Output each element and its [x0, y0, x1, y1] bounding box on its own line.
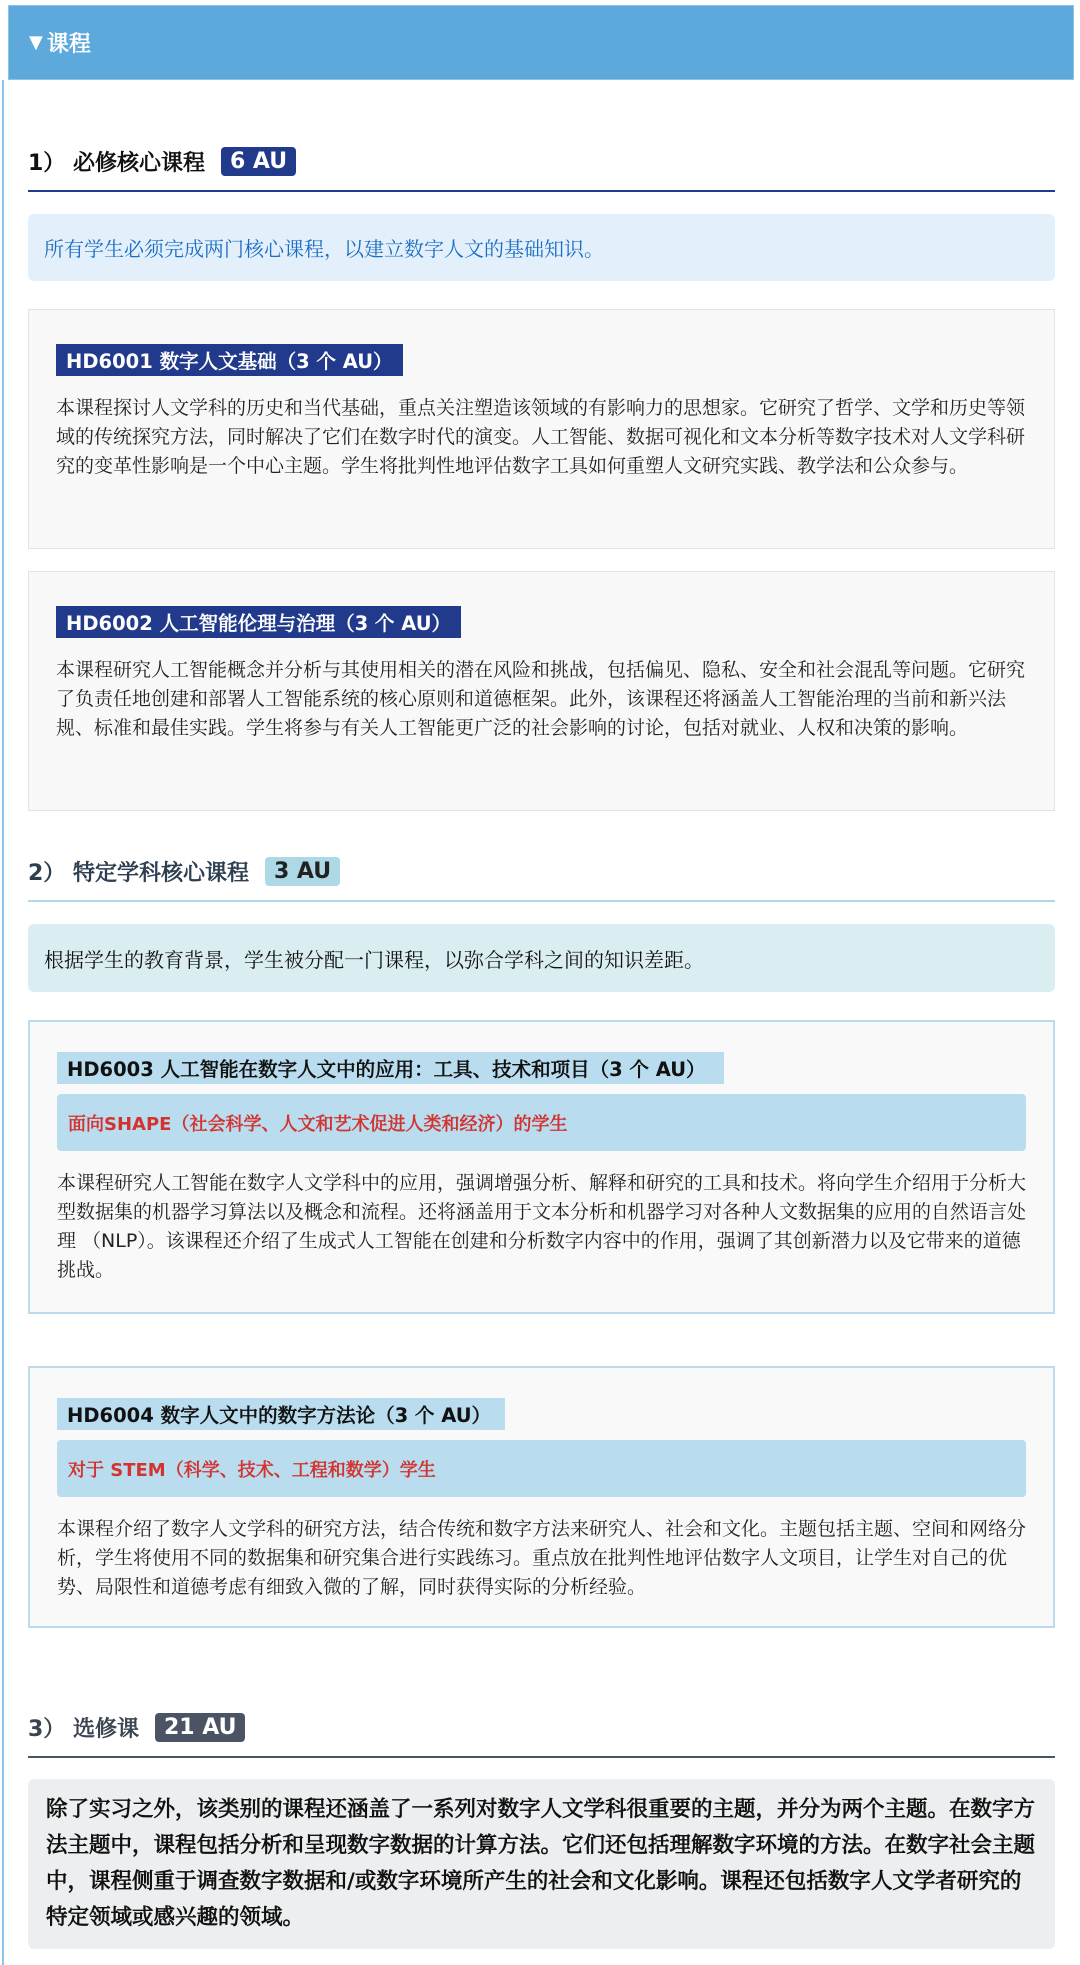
section-info: 除了实习之外，该类别的课程还涵盖了一系列对数字人文学科很重要的主题，并分为两个主题。在数字方法主题中，课程包括分析和呈现数字数据的计算方法。它们还包括理解数字环境的方法。在数字社会主题中，课程侧重于调查数字数据和/或数字环境所产生的社会和文化影响。课程还包括数字人文学者研究的特定领域或感兴趣的领域。: [28, 1779, 1055, 1949]
course-card: [28, 571, 1055, 811]
triangle-down-icon: ▼: [29, 32, 43, 53]
course-audience: 面向SHAPE（社会科学、人文和艺术促进人类和经济）的学生: [57, 1094, 1026, 1151]
course-title: HD6002 人工智能伦理与治理（3 个 AU）: [56, 606, 461, 638]
au-badge: 6 AU: [221, 147, 296, 176]
course-card: [28, 1020, 1055, 1314]
course-title: HD6003 人工智能在数字人文中的应用：工具、技术和项目（3 个 AU）: [57, 1052, 724, 1084]
section-heading-discipline: [28, 856, 1055, 887]
course-description: 本课程研究人工智能概念并分析与其使用相关的潜在风险和挑战，包括偏见、隐私、安全和社会混乱等问题。它研究了负责任地创建和部署人工智能系统的核心原则和道德框架。此外，该课程还将涵盖人工智能治理的当前和新兴法规、标准和最佳实践。学生将参与有关人工智能更广泛的社会影响的讨论，包括对就业、人权和决策的影响。: [56, 659, 1026, 739]
left-border: [2, 80, 4, 1965]
section-info: 所有学生必须完成两门核心课程，以建立数字人文的基础知识。: [28, 214, 1055, 281]
section-divider: [28, 900, 1055, 902]
course-description: 本课程探讨人文学科的历史和当代基础，重点关注塑造该领域的有影响力的思想家。它研究了哲学、文学和历史等领域的传统探究方法，同时解决了它们在数字时代的演变。人工智能、数据可视化和文本分析等数字技术对人文学科研究的变革性影响是一个中心主题。学生将批判性地评估数字工具如何重塑人文研究实践、教学法和公众参与。: [56, 397, 1026, 477]
au-badge: 21 AU: [155, 1713, 246, 1742]
section-title: 3） 选修课: [28, 1717, 139, 1742]
section-divider: [28, 1756, 1055, 1758]
au-badge: 3 AU: [265, 857, 340, 886]
section-heading-electives: [28, 1712, 1055, 1743]
header-title: 课程: [46, 32, 91, 57]
course-title: HD6001 数字人文基础（3 个 AU）: [56, 344, 403, 376]
course-card: [28, 309, 1055, 549]
courses-collapsible-header[interactable]: [8, 5, 1074, 80]
course-audience: 对于 STEM（科学、技术、工程和数学）学生: [57, 1440, 1026, 1497]
course-description: 本课程介绍了数字人文学科的研究方法，结合传统和数字方法来研究人、社会和文化。主题包括主题、空间和网络分析，学生将使用不同的数据集和研究集合进行实践练习。重点放在批判性地评估数字人文项目，让学生对自己的优势、局限性和道德考虑有细致入微的了解，同时获得实际的分析经验。: [57, 1518, 1027, 1598]
section-title: 1） 必修核心课程: [28, 151, 205, 176]
course-card: [28, 1366, 1055, 1628]
course-title: HD6004 数字人文中的数字方法论（3 个 AU）: [57, 1398, 505, 1430]
section-title: 2） 特定学科核心课程: [28, 861, 249, 886]
section-divider: [28, 190, 1055, 192]
course-description: 本课程研究人工智能在数字人文学科中的应用，强调增强分析、解释和研究的工具和技术。将向学生介绍用于分析大型数据集的机器学习算法以及概念和流程。还将涵盖用于文本分析和机器学习对各种人文数据集的应用的自然语言处理 （NLP）。该课程还介绍了生成式人工智能在创建和分析数字内容中的作用，强调了其创新潜力以及它带来的道德挑战。: [57, 1172, 1027, 1281]
section-heading-core: [28, 146, 1055, 177]
section-info: 根据学生的教育背景，学生被分配一门课程，以弥合学科之间的知识差距。: [28, 924, 1055, 992]
